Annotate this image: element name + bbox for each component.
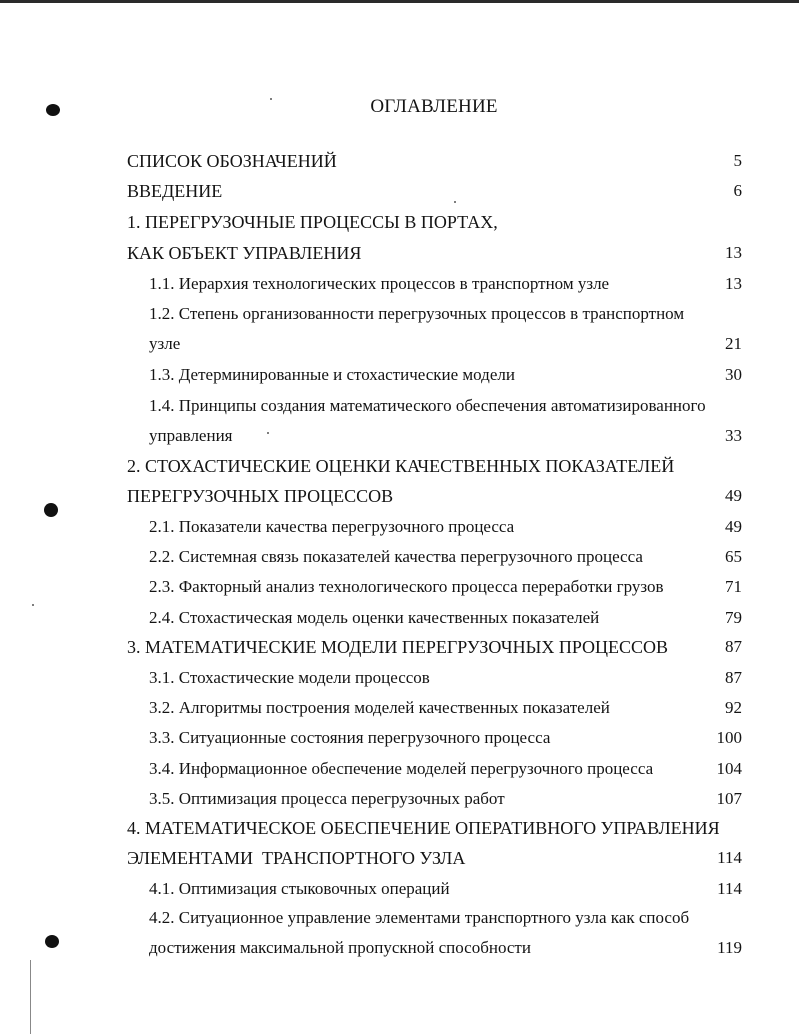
toc-entry-chapter-2-cont: ПЕРЕГРУЗОЧНЫХ ПРОЦЕССОВ [127,486,394,506]
toc-entry-chapter-4-cont: ЭЛЕМЕНТАМИ ТРАНСПОРТНОГО УЗЛА [127,848,466,868]
toc-entry-introduction: ВВЕДЕНИЕ [127,181,223,201]
hole-punch-mark-bottom [45,935,59,948]
toc-page-number: 13 [725,274,742,293]
toc-page-number: 119 [717,938,742,957]
toc-page-number: 114 [717,879,742,898]
hole-punch-mark-middle [44,503,58,517]
toc-entry-1-4-cont: управления [149,426,233,445]
toc-entry-chapter-2: 2. СТОХАСТИЧЕСКИЕ ОЦЕНКИ КАЧЕСТВЕННЫХ ПОКАЗАТЕЛЕЙ [127,456,675,476]
toc-page-number: 6 [733,181,742,200]
toc-page-number: 104 [716,759,742,778]
toc-entry-1-2-cont: узле [149,334,181,353]
toc-page-number: 114 [717,848,742,867]
toc-entry-3-4: 3.4. Информационное обеспечение моделей перегрузочного процесса [149,759,654,778]
toc-page-number: 13 [725,243,742,262]
toc-entry-2-3: 2.3. Факторный анализ технологического процесса переработки грузов [149,577,664,596]
toc-entry-list-of-symbols: СПИСОК ОБОЗНАЧЕНИЙ [127,151,337,171]
toc-page-number: 107 [716,789,742,808]
toc-page-number: 79 [725,608,742,627]
speck [454,201,456,203]
toc-entry-4-2: 4.2. Ситуационное управление элементами транспортного узла как способ [149,908,690,927]
toc-entry-2-1: 2.1. Показатели качества перегрузочного процесса [149,517,515,536]
toc-entry-chapter-4: 4. МАТЕМАТИЧЕСКОЕ ОБЕСПЕЧЕНИЕ ОПЕРАТИВНОГО УПРАВЛЕНИЯ [127,818,720,838]
toc-page-number: 21 [725,334,742,353]
toc-entry-chapter-3: 3. МАТЕМАТИЧЕСКИЕ МОДЕЛИ ПЕРЕГРУЗОЧНЫХ ПРОЦЕССОВ [127,637,669,657]
toc-entry-2-4: 2.4. Стохастическая модель оценки качественных показателей [149,608,600,627]
page-title: ОГЛАВЛЕНИЕ [370,96,498,117]
toc-page-number: 49 [725,517,742,536]
toc-entry-4-1: 4.1. Оптимизация стыковочных операций [149,879,450,898]
toc-entry-2-2: 2.2. Системная связь показателей качества перегрузочного процесса [149,547,643,566]
toc-entry-chapter-1-cont: КАК ОБЪЕКТ УПРАВЛЕНИЯ [127,243,362,263]
toc-entry-1-2: 1.2. Степень организованности перегрузочных процессов в транспортном [149,304,685,323]
toc-entry-1-3: 1.3. Детерминированные и стохастические модели [149,365,515,384]
toc-page-number: 65 [725,547,742,566]
speck [32,604,34,606]
left-margin-line [30,960,31,1034]
toc-page-number: 92 [725,698,742,717]
toc-entry-1-4: 1.4. Принципы создания математического обеспечения автоматизированного [149,396,706,415]
toc-page-number: 30 [725,365,742,384]
toc-page-number: 71 [725,577,742,596]
toc-entry-3-2: 3.2. Алгоритмы построения моделей качественных показателей [149,698,610,717]
speck [267,432,269,434]
toc-entry-chapter-1: 1. ПЕРЕГРУЗОЧНЫЕ ПРОЦЕССЫ В ПОРТАХ, [127,212,498,232]
toc-page-number: 5 [733,151,742,170]
toc-page-number: 49 [725,486,742,505]
toc-entry-1-1: 1.1. Иерархия технологических процессов в транспортном узле [149,274,610,293]
top-border-line [0,0,799,3]
toc-entry-3-1: 3.1. Стохастические модели процессов [149,668,430,687]
toc-entry-3-3: 3.3. Ситуационные состояния перегрузочного процесса [149,728,551,747]
toc-entry-4-2-cont: достижения максимальной пропускной способности [149,938,531,957]
toc-entry-3-5: 3.5. Оптимизация процесса перегрузочных работ [149,789,505,808]
toc-page-number: 87 [725,668,742,687]
toc-page-number: 33 [725,426,742,445]
toc-page-number: 87 [725,637,742,656]
toc-page-number: 100 [716,728,742,747]
